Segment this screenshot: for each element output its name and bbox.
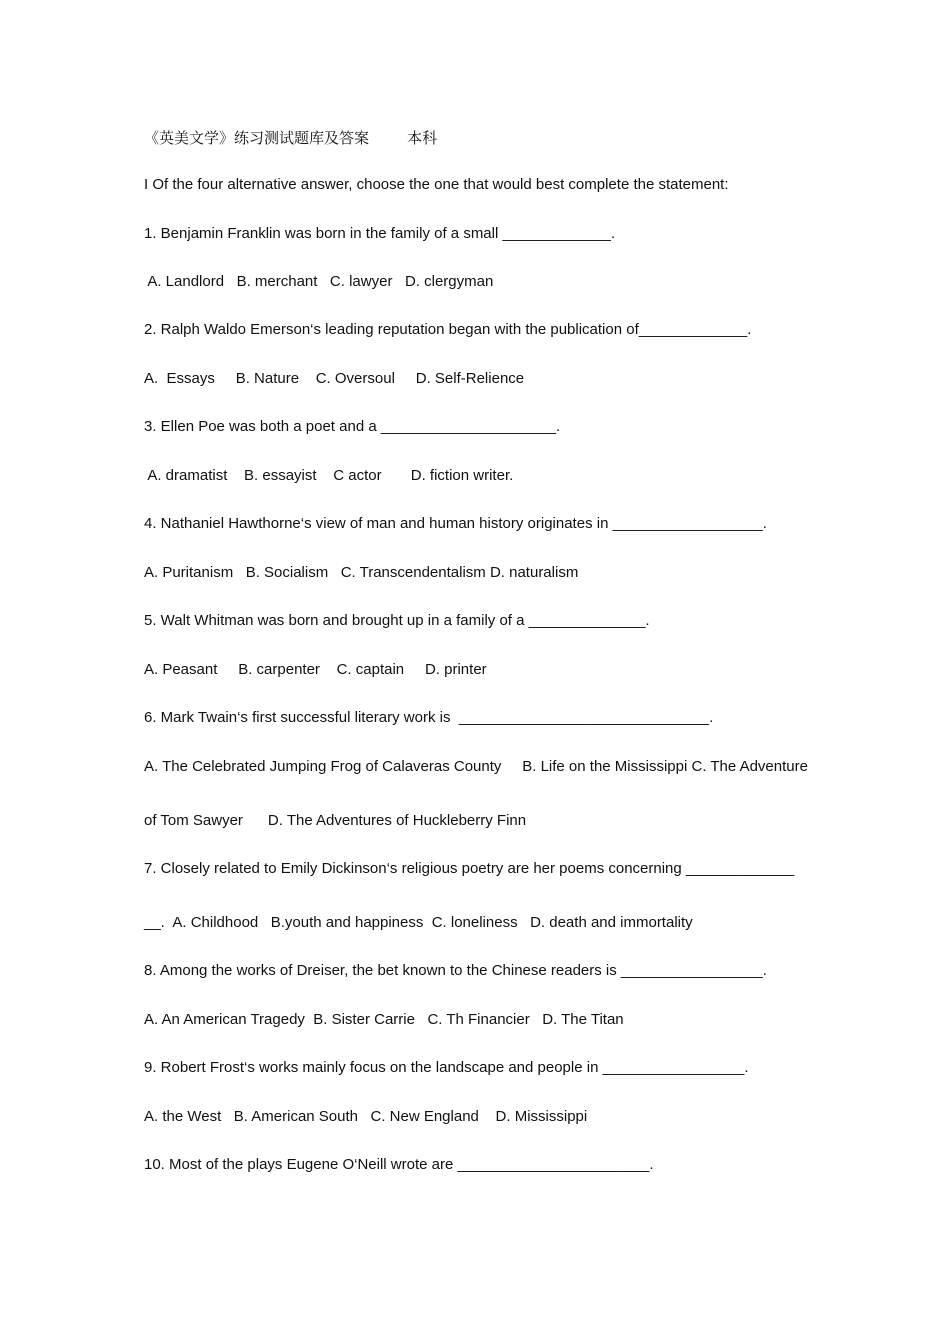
question-4-options: A. Puritanism B. Socialism C. Transcendentalism D. naturalism (144, 564, 579, 581)
question-9: 9. Robert Frost‘s works mainly focus on the landscape and people in _________________. (144, 1059, 749, 1076)
question-10: 10. Most of the plays Eugene O‘Neill wrote are _______________________. (144, 1156, 654, 1173)
question-5-options: A. Peasant B. carpenter C. captain D. printer (144, 661, 487, 678)
question-3: 3. Ellen Poe was both a poet and a _____________________. (144, 418, 561, 435)
question-8: 8. Among the works of Dreiser, the bet known to the Chinese readers is _________________. (144, 962, 767, 979)
question-8-options: A. An American Tragedy B. Sister Carrie C. Th Financier D. The Titan (144, 1011, 624, 1028)
question-6-options-line-1: A. The Celebrated Jumping Frog of Calaveras County B. Life on the Mississippi C. The Adventure (144, 758, 808, 775)
question-9-options: A. the West B. American South C. New England D. Mississippi (144, 1108, 588, 1125)
question-7-options: __. A. Childhood B.youth and happiness C. loneliness D. death and immortality (144, 914, 693, 931)
document-title: 《英美文学》练习测试题库及答案 本科 (144, 129, 438, 147)
question-2-options: A. Essays B. Nature C. Oversoul D. Self-Relience (144, 370, 525, 387)
question-2: 2. Ralph Waldo Emerson‘s leading reputation began with the publication of_____________. (144, 321, 752, 338)
instruction-text: I Of the four alternative answer, choose the one that would best complete the statement: (144, 176, 729, 193)
question-5: 5. Walt Whitman was born and brought up in a family of a ______________. (144, 612, 650, 629)
question-6-options-line-2: of Tom Sawyer D. The Adventures of Huckleberry Finn (144, 812, 527, 829)
question-1: 1. Benjamin Franklin was born in the family of a small _____________. (144, 225, 616, 242)
question-3-options: A. dramatist B. essayist C actor D. fiction writer. (144, 467, 514, 484)
question-7: 7. Closely related to Emily Dickinson‘s religious poetry are her poems concerning _____________ (144, 860, 795, 877)
question-4: 4. Nathaniel Hawthorne‘s view of man and human history originates in __________________. (144, 515, 767, 532)
question-6: 6. Mark Twain‘s first successful literary work is ______________________________. (144, 709, 714, 726)
question-1-options: A. Landlord B. merchant C. lawyer D. clergyman (144, 273, 494, 290)
